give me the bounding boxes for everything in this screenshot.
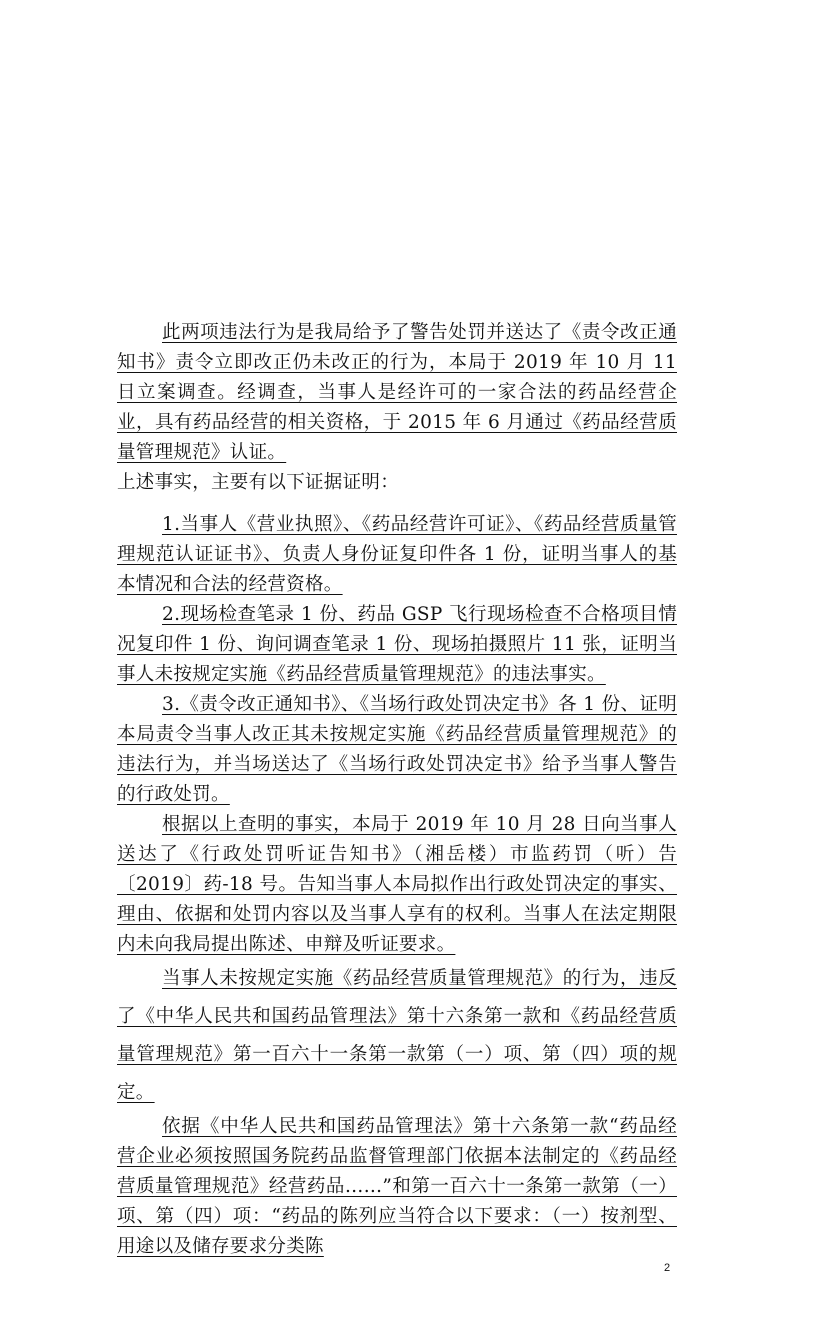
paragraph-violation: 当事人未按规定实施《药品经营质量管理规范》的行为，违反了《中华人民共和国药品管理法》第十六条第一款和《药品经营质量管理规范》第一百六十一条第一款第（一）项、第（四）项的规定。 — [117, 968, 677, 1103]
paragraph-case-filing: 此两项违法行为是我局给予了警告处罚并送达了《责令改正通知书》责令立即改正仍未改正的行为，本局于 2019 年 10 月 11 日立案调查。经调查，当事人是经许可的一家合法的药品经营企业，具有药品经营的相关资格，于 2015 年 6 月通过《药品经营质量管理规范》认证。 — [117, 322, 677, 463]
paragraph-spacer — [117, 498, 677, 510]
paragraph-legal-basis: 依据《中华人民共和国药品管理法》第十六条第一款“药品经营企业必须按照国务院药品监督管理部门依据本法制定的《药品经营质量管理规范》经营药品……”和第一百六十一条第一款第（一）项、第（四）项：“药品的陈列应当符合以下要求：（一）按剂型、用途以及储存要求分类陈 — [117, 1116, 677, 1257]
evidence-item-1: 1.当事人《营业执照》、《药品经营许可证》、《药品经营质量管理规范认证证书》、负责人身份证复印件各 1 份，证明当事人的基本情况和合法的经营资格。 — [117, 514, 677, 595]
paragraph-hearing-notice: 根据以上查明的事实，本局于 2019 年 10 月 28 日向当事人送达了《行政处罚听证告知书》（湘岳楼）市监药罚（听）告〔2019〕药-18 号。告知当事人本局拟作出行政处罚决定的事实、理由、依据和处罚内容以及当事人享有的权利。当事人在法定期限内未向我局提出陈述、申辩及听证要求。 — [117, 814, 677, 955]
document-body — [117, 318, 677, 1262]
paragraph-evidence-intro: 上述事实，主要有以下证据证明： — [117, 472, 400, 493]
evidence-item-3: 3.《责令改正通知书》、《当场行政处罚决定书》各 1 份、证明本局责令当事人改正其未按规定实施《药品经营质量管理规范》的违法行为，并当场送达了《当场行政处罚决定书》给予当事人警告的行政处罚。 — [117, 694, 677, 805]
evidence-item-2: 2.现场检查笔录 1 份、药品 GSP 飞行现场检查不合格项目情况复印件 1 份、询问调查笔录 1 份、现场拍摄照片 11 张，证明当事人未按规定实施《药品经营质量管理规范》的违法事实。 — [117, 604, 677, 685]
page-number: 2 — [664, 1262, 671, 1274]
